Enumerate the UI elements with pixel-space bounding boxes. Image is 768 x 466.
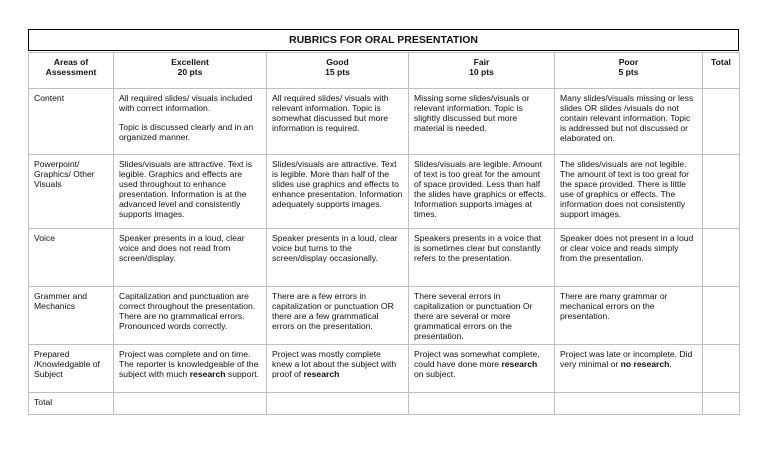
poor-cell: Project was late or incomplete. Did very minimal or no research.	[555, 345, 703, 393]
poor-cell: Many slides/visuals missing or less slides OR slides /visuals do not contain relevant information. Topic is addressed but not discussed or elaborated on.	[555, 89, 703, 155]
good-cell: Slides/visuals are attractive. Text is legible. More than half of the slides use graphics and effects to enhance presentation. Information adequately supports images.	[267, 155, 409, 229]
total-row	[29, 393, 740, 415]
total-cell[interactable]	[703, 229, 740, 287]
fair-cell: Speakers presents in a voice that is sometimes clear but constantly refers to the presentation.	[409, 229, 555, 287]
table-row	[29, 345, 740, 393]
excellent-cell: Project was complete and on time. The reporter is knowledgeable of the subject with much research support.	[114, 345, 267, 393]
area-cell: Powerpoint/ Graphics/ Other Visuals	[29, 155, 114, 229]
poor-cell[interactable]	[555, 393, 703, 415]
header-fair: Fair 10 pts	[409, 53, 555, 89]
rubric-title: RUBRICS FOR ORAL PRESENTATION	[28, 29, 739, 51]
table-row	[29, 155, 740, 229]
fair-cell[interactable]	[409, 393, 555, 415]
fair-cell: There several errors in capitalization or punctuation Or there are several or more grammatical errors on the presentation.	[409, 287, 555, 345]
header-good: Good 15 pts	[267, 53, 409, 89]
excellent-cell[interactable]	[114, 393, 267, 415]
total-cell[interactable]	[703, 287, 740, 345]
area-cell: Prepared /Knowledgable of Subject	[29, 345, 114, 393]
good-cell: All required slides/ visuals with relevant information. Topic is somewhat discussed but more information is required.	[267, 89, 409, 155]
total-cell[interactable]	[703, 345, 740, 393]
excellent-cell: All required slides/ visuals included with correct information. Topic is discussed clearly and in an organized manner.	[114, 89, 267, 155]
total-label: Total	[29, 393, 114, 415]
fair-cell: Slides/visuals are legible. Amount of text is too great for the amount of space provided. Less than half the slides have graphics or effects. Information supports images at times.	[409, 155, 555, 229]
area-cell: Grammer and Mechanics	[29, 287, 114, 345]
good-cell: Speaker presents in a loud, clear voice but turns to the screen/display occasionally.	[267, 229, 409, 287]
header-areas: Areas of Assessment	[29, 53, 114, 89]
poor-cell: Speaker does not present in a loud or clear voice and reads simply from the presentation.	[555, 229, 703, 287]
good-cell: Project was mostly complete knew a lot about the subject with proof of research	[267, 345, 409, 393]
header-row	[29, 53, 740, 89]
header-total: Total	[703, 53, 740, 89]
excellent-cell: Speaker presents in a loud, clear voice and does not read from screen/display.	[114, 229, 267, 287]
good-cell: There are a few errors in capitalization or punctuation OR there are a few grammatical errors on the presentation.	[267, 287, 409, 345]
header-excellent: Excellent 20 pts	[114, 53, 267, 89]
fair-cell: Missing some slides/visuals or relevant information. Topic is slightly discussed but more material is needed.	[409, 89, 555, 155]
table-row	[29, 229, 740, 287]
total-cell[interactable]	[703, 393, 740, 415]
fair-cell: Project was somewhat complete, could have done more research on subject.	[409, 345, 555, 393]
excellent-cell: Slides/visuals are attractive. Text is legible. Graphics and effects are used throughout to enhance presentation. Information is at the advanced level and consistently supports images.	[114, 155, 267, 229]
poor-cell: There are many grammar or mechanical errors on the presentation.	[555, 287, 703, 345]
total-cell[interactable]	[703, 155, 740, 229]
good-cell[interactable]	[267, 393, 409, 415]
table-row	[29, 287, 740, 345]
rubric-table	[28, 52, 740, 415]
total-cell[interactable]	[703, 89, 740, 155]
poor-cell: The slides/visuals are not legible. The amount of text is too great for the space provided. There is little use of graphics or effects. The information does not consistently support images.	[555, 155, 703, 229]
table-row	[29, 89, 740, 155]
header-poor: Poor 5 pts	[555, 53, 703, 89]
excellent-cell: Capitalization and punctuation are correct throughout the presentation. There are no grammatical errors. Pronounced words correctly.	[114, 287, 267, 345]
area-cell: Content	[29, 89, 114, 155]
area-cell: Voice	[29, 229, 114, 287]
